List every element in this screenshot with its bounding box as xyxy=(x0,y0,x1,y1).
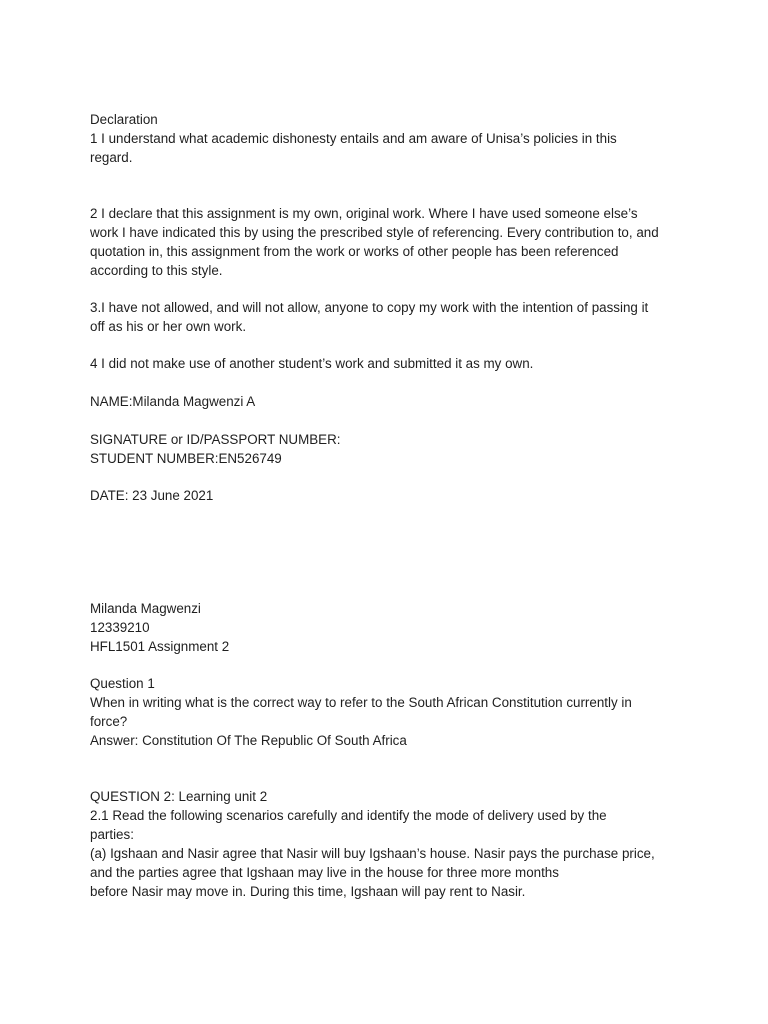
student-name: Milanda Magwenzi xyxy=(90,601,201,616)
question2-text-line4: and the parties agree that Igshaan may live in the house for three more months xyxy=(90,865,559,880)
question2-text-line3: (a) Igshaan and Nasir agree that Nasir will buy Igshaan’s house. Nasir pays the purchase price, xyxy=(90,846,655,861)
question2-title: QUESTION 2: Learning unit 2 xyxy=(90,789,268,804)
assignment-title: HFL1501 Assignment 2 xyxy=(90,639,230,654)
declaration-item2-line4: according to this style. xyxy=(90,263,223,278)
declaration-item2-line1: 2 I declare that this assignment is my own, original work. Where I have used someone else’s xyxy=(90,206,638,221)
declaration-heading: Declaration xyxy=(90,112,158,127)
question1-text-line1: When in writing what is the correct way to refer to the South African Constitution currently in xyxy=(90,695,632,710)
question2-text-line1: 2.1 Read the following scenarios carefully and identify the mode of delivery used by the xyxy=(90,808,607,823)
student-id: 12339210 xyxy=(90,620,150,635)
declaration-name: NAME:Milanda Magwenzi A xyxy=(90,394,256,409)
declaration-student-number: STUDENT NUMBER:EN526749 xyxy=(90,451,282,466)
declaration-signature: SIGNATURE or ID/PASSPORT NUMBER: xyxy=(90,432,341,447)
declaration-item1-line1: 1 I understand what academic dishonesty entails and am aware of Unisa’s policies in this xyxy=(90,131,617,146)
declaration-item1-line2: regard. xyxy=(90,150,133,165)
declaration-item3-line2: off as his or her own work. xyxy=(90,319,247,334)
declaration-item4: 4 I did not make use of another student’s work and submitted it as my own. xyxy=(90,356,534,371)
question1-text-line2: force? xyxy=(90,714,128,729)
question1-title: Question 1 xyxy=(90,676,155,691)
question1-answer: Answer: Constitution Of The Republic Of South Africa xyxy=(90,733,407,748)
question2-text-line5: before Nasir may move in. During this time, Igshaan will pay rent to Nasir. xyxy=(90,884,526,899)
declaration-item3-line1: 3.I have not allowed, and will not allow, anyone to copy my work with the intention of passing it xyxy=(90,300,649,315)
declaration-item2-line3: quotation in, this assignment from the work or works of other people has been referenced xyxy=(90,244,619,259)
declaration-date: DATE: 23 June 2021 xyxy=(90,488,214,503)
declaration-item2-line2: work I have indicated this by using the prescribed style of referencing. Every contribution to, and xyxy=(90,225,659,240)
question2-text-line2: parties: xyxy=(90,827,134,842)
